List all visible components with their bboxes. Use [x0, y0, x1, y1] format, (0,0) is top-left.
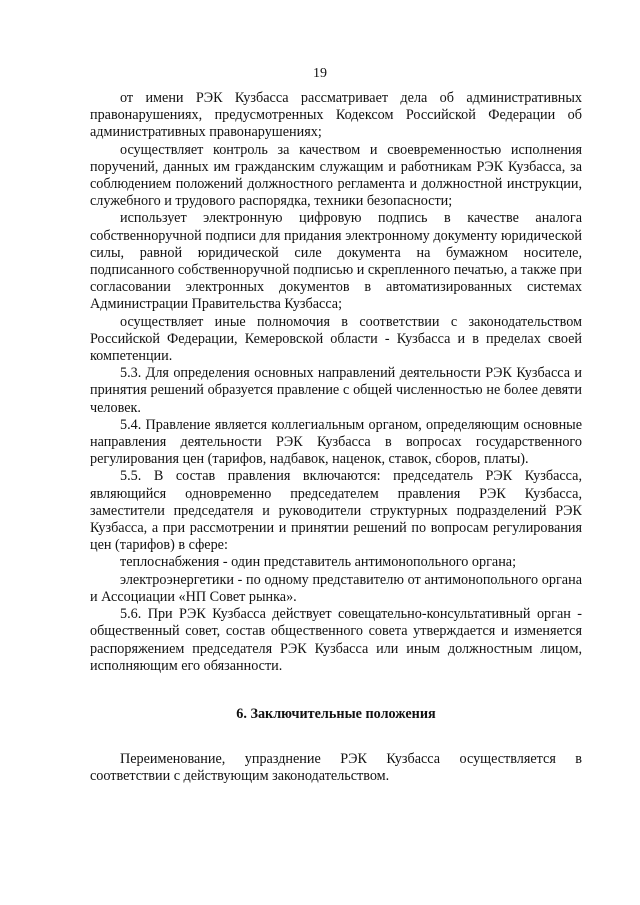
paragraph-electronic-signature: использует электронную цифровую подпись в качестве аналога собственноручной подписи для придания электронному документу юридической силы, равной юридической силе документа на бумажном носителе, подписанного собственноручной подписью и скрепленного печатью, а также при согласовании электронных документов в автоматизированных системах Администрации Правительства Кузбасса;	[90, 210, 582, 313]
paragraph-control-of-execution: осуществляет контроль за качеством и своевременностью исполнения поручений, данных им гражданским служащим и работникам РЭК Кузбасса, за соблюдением положений должностного регламента и должностной инструкции, служебного и трудового распорядка, техники безопасности;	[90, 141, 582, 210]
section-heading: 6. Заключительные положения	[236, 705, 436, 722]
paragraph-5-4: 5.4. Правление является коллегиальным органом, определяющим основные направления деятельности РЭК Кузбасса в вопросах государственного регулирования цен (тарифов, надбавок, наценок, ставок, сборов, платы).	[90, 416, 582, 468]
paragraph-electric-power: электроэнергетики - по одному представителю от антимонопольного органа и Ассоциации «НП Совет рынка».	[90, 571, 582, 605]
page-number: 19	[313, 66, 327, 81]
paragraph-5-5: 5.5. В состав правления включаются: председатель РЭК Кузбасса, являющийся одновременно председателем правления РЭК Кузбасса, заместители председателя и руководители структурных подразделений РЭК Кузбасса, а при рассмотрении и принятии решений по вопросам регулирования цен (тарифов) в сфере:	[90, 468, 582, 554]
paragraph-final-provisions: Переименование, упразднение РЭК Кузбасса осуществляется в соответствии с действующим законодательством.	[90, 751, 582, 785]
paragraph-other-powers: осуществляет иные полномочия в соответствии с законодательством Российской Федерации, Кемеровской области - Кузбасса и в пределах своей компетенции.	[90, 313, 582, 365]
paragraph-5-3: 5.3. Для определения основных направлений деятельности РЭК Кузбасса и принятия решений образуется правление с общей численностью не более девяти человек.	[90, 365, 582, 416]
document-body	[90, 90, 582, 786]
paragraph-administrative-offenses: от имени РЭК Кузбасса рассматривает дела об административных правонарушениях, предусмотренных Кодексом Российской Федерации об административных правонарушениях;	[90, 90, 582, 141]
paragraph-heat-supply: теплоснабжения - один представитель антимонопольного органа;	[120, 554, 517, 571]
paragraph-5-6: 5.6. При РЭК Кузбасса действует совещательно-консультативный орган - общественный совет, состав общественного совета утверждается и изменяется распоряжением председателя РЭК Кузбасса или иным должностным лицом, исполняющим его обязанности.	[90, 606, 582, 674]
